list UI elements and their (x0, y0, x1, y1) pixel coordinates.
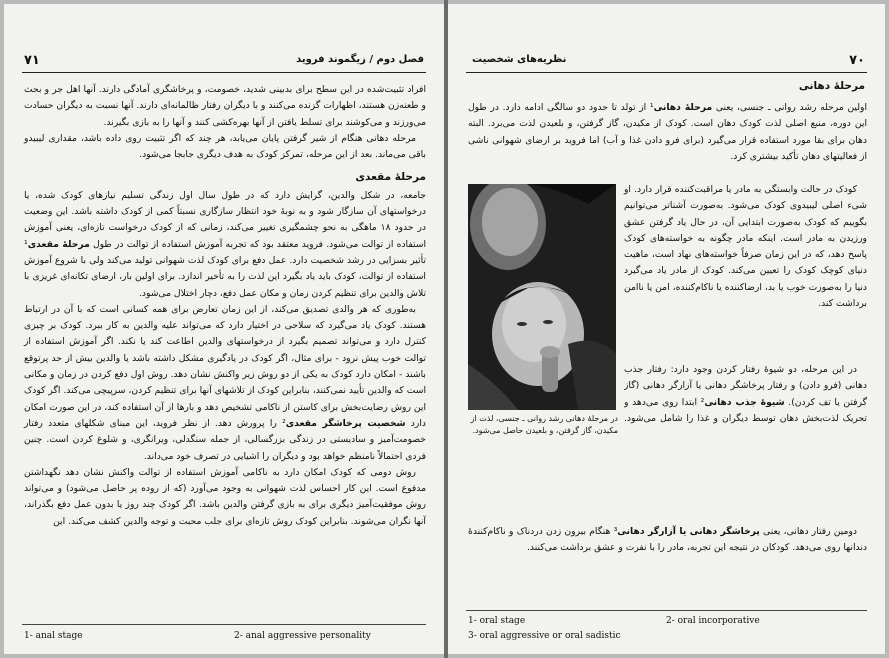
footnote: 1- anal stage (24, 631, 83, 641)
paragraph (468, 100, 867, 165)
section-heading: مرحلهٔ مقعدی (355, 171, 426, 184)
text-run: ¹ از تولد تا حدود دو سالگی ادامه دارد. در طول این دوره، منبع اصلی لذت کودک دهان است. کودک از مکیدن، گاز گرفتن، و بلعیدن لذت می‌برد. البته دهان برای بقا مورد استفاده قرار می‌گیرد (برای فرو دادن غذا و آب) اما فروید بر ارضای شهوانی ناشی از فعالیتهای دهان تأکید بیشتری کرد. (468, 102, 867, 162)
page-number: ۷۱ (24, 53, 40, 68)
text-run: دومین رفتار دهانی، یعنی (759, 526, 857, 537)
right-column-text (624, 182, 867, 312)
page-number: ۷۰ (849, 53, 865, 68)
paragraph (24, 188, 426, 302)
text-run: ¹ تأثیر بسزایی در رشد شخصیت دارد. عمل دفع برای کودک لذت شهوانی تولید می‌کند ولی با شروع آموزش استفاده از توالت، کودک باید یاد بگیرد این لذت را به تأخیر اندازد. برای اولین بار، ارضای تکانه‌ای غریزی با تلاش والدین برای تنظیم کردن زمان و مکان عمل دفع، دچار اختلال می‌شود. (24, 238, 426, 299)
photo-caption: در مرحلهٔ دهانی رشد روانی ـ جنسی، لذت از مکیدن، گاز گرفتن، و بلعیدن حاصل می‌شود. (470, 414, 618, 435)
footnote: 2- anal aggressive personality (234, 631, 371, 641)
text-run: ² را پرورش دهد. از نظر فروید، این مبنای شکلهای متعدد رفتار خصومت‌آمیز و سادیستی در زندگی بزرگسالی، از جمله سنگدلی، ویرانگری، و شلوغ کردن است. چنین فردی احتمالاً نامنظم خواهد بود و دیگران را اشیایی در تصرف خود می‌داند. (24, 417, 426, 462)
footnote: 1- oral stage (468, 616, 526, 626)
paragraph: مرحله دهانی هنگام از شیر گرفتن پایان می‌یابد، هر چند که اگر تثبیت روی داده باشد، مقداری لیبیدو باقی می‌ماند. بعد از این مرحله، تمرکز کودک به هدف دیگری جابجا می‌شود. (24, 132, 426, 161)
text-run: جامعه، در شکل والدین، گرایش دارد که در طول سال اول زندگی تسلیم نیازهای کودک شده، یا درخواستهای آن سازگار شود و به نوبهٔ خود انتظار سازگاری نسبتاً کمی از کودک داشته باشد. این وضعیت در حدود ۱۸ ماهگی به نحو چشمگیری تغییر می‌کند، زمانی که از کودک درخواست تازه‌ای، یعنی آموزش استفاده از توالت می‌شود. فروید معتقد بود که تجربه آموزش استفاده از توالت در طول (24, 189, 427, 250)
footnote: 2- oral incorporative (666, 616, 760, 626)
photo-illustration (468, 184, 616, 410)
key-term: مرحلهٔ مقعدی (27, 238, 90, 250)
left-page-header (22, 52, 426, 73)
right-bottom-text (468, 524, 867, 557)
running-title: نظریه‌های شخصیت (472, 54, 567, 65)
footnotes (22, 624, 426, 653)
key-term: شیوهٔ جذب دهانی (704, 396, 785, 408)
paragraph (624, 362, 867, 424)
mother-infant-photo (468, 184, 616, 410)
text-run: ³ هنگام بیرون زدن دردناک و ناکام‌کنندهٔ دندانها روی می‌دهد. کودکان در نتیجه این تجربه، مادر را با نفرت و عشق برداشت می‌کنند. (468, 526, 867, 554)
footnote: 3- oral aggressive or oral sadistic (468, 631, 621, 641)
text-run: به‌طوری که هر والدی تصدیق می‌کند، از این زمان تعارض برای همه کسانی است که با آن در ارتباط هستند. کودک یاد می‌گیرد که سلاحی در اختیار دارد که می‌تواند علیه والدین به کار ببرد. کودک بر چیزی کنترل دارد و می‌تواند تصمیم بگیرد از درخواستهای والدین اطاعت کند یا نکند. اگر آموزش استفاده از توالت خوب پیش نرود - برای مثال، اگر کودک در یادگیری مشکل داشته باشد یا والدین بیش از حد پرتوقع باشند - امکان دارد کودک به یکی از دو روش زیر واکنش نشان دهد. روش اول دفع کردن در زمان و مکانی است که والدین تأیید نمی‌کنند، بنابراین کودک از تلاشهای آنها برای تنظیم کردن، سرپیچی می‌کند. اگر کودک این روش رضایت‌بخش برای کاستن از ناکامی تشخیص دهد و بارها از آن استفاده کند، در این صورت امکان دارد (24, 303, 426, 429)
section-heading: مرحلهٔ دهانی (798, 80, 865, 92)
right-page (448, 4, 885, 654)
right-column-text-2 (624, 362, 867, 424)
paragraph: روش دومی که کودک امکان دارد به ناکامی آموزش استفاده از توالت واکنش نشان دهد نگهداشتن مدفوع است. این کار احساس لذت شهوانی به وجود می‌آورد (که از روده پر حاصل می‌شود) و می‌تواند روش موفقیت‌آمیز دیگری برای به بازی گرفتن والدین باشد. اگر کودک چند روز یا بدون عمل دفع بگذراند، آنها نگران می‌شوند. بنابراین کودک روش تازه‌ای برای جلب محبت و توجه والدین کشف می‌کند. این (24, 466, 426, 527)
key-term: پرخاشگر دهانی یا آزارگر دهانی (617, 526, 760, 537)
running-title: فصل دوم / زیگموند فروید (296, 54, 424, 65)
text-run: اولین مرحله رشد روانی ـ جنسی، یعنی (712, 102, 867, 113)
paragraph (468, 524, 867, 557)
right-intro-text (468, 100, 867, 165)
paragraph (24, 302, 426, 465)
left-body-text (24, 82, 426, 530)
paragraph: افراد تثبیت‌شده در این سطح برای بدبینی شدید، خصومت، و پرخاشگری آمادگی دارند. آنها اهل جر و بحث و طعنه‌زن هستند، اظهارات گزنده می‌کنند و با دیگران رفتار ظالمانه‌ای دارند. آنها نسبت به دیگران حسادت می‌ورزند و می‌کوشند برای تسلط یافتن از آنها بهره‌کشی کنند و آنها را به بازی بگیرند. (24, 84, 426, 128)
text-run: ² ابتدا روی می‌دهد و تحریک لذت‌بخش دهان توسط دیگران و غذا را شامل می‌شود. (624, 396, 867, 424)
paragraph: کودک در حالت وابستگی به مادر یا مراقبت‌کننده قرار دارد. او شیء اصلی لیبیدوی کودک می‌شود. به‌صورت آشناتر می‌توانیم بگوییم که کودک به‌صورت ابتدایی آن، در حال یاد گرفتن عشق ورزیدن به مادر است. اینکه مادر چگونه به خواسته‌های کودک پاسخ دهد، که در این زمان صرفاً خواسته‌های نهاد است، ماهیت دنیای کوچک کودک را تعیین می‌کند. کودک از مادر یاد می‌گیرد دنیا را به‌صورت خوب یا بد، ارضاکننده یا ناکام‌کننده، امن یا ناامن برداشت کند. (624, 184, 867, 310)
right-page-header (466, 52, 867, 73)
footnotes (466, 610, 867, 653)
left-page (4, 4, 444, 654)
key-term: مرحلهٔ دهانی (653, 102, 713, 113)
key-term: شخصیت پرخاشگر مقعدی (285, 417, 406, 429)
text-run: در این مرحله، دو شیوهٔ رفتار کردن وجود دارد: رفتار جذب دهانی (فرو دادن) و رفتار پرخاشگر دهانی یا آزارگر دهانی (گاز گرفتن یا تف کردن). (624, 364, 867, 408)
